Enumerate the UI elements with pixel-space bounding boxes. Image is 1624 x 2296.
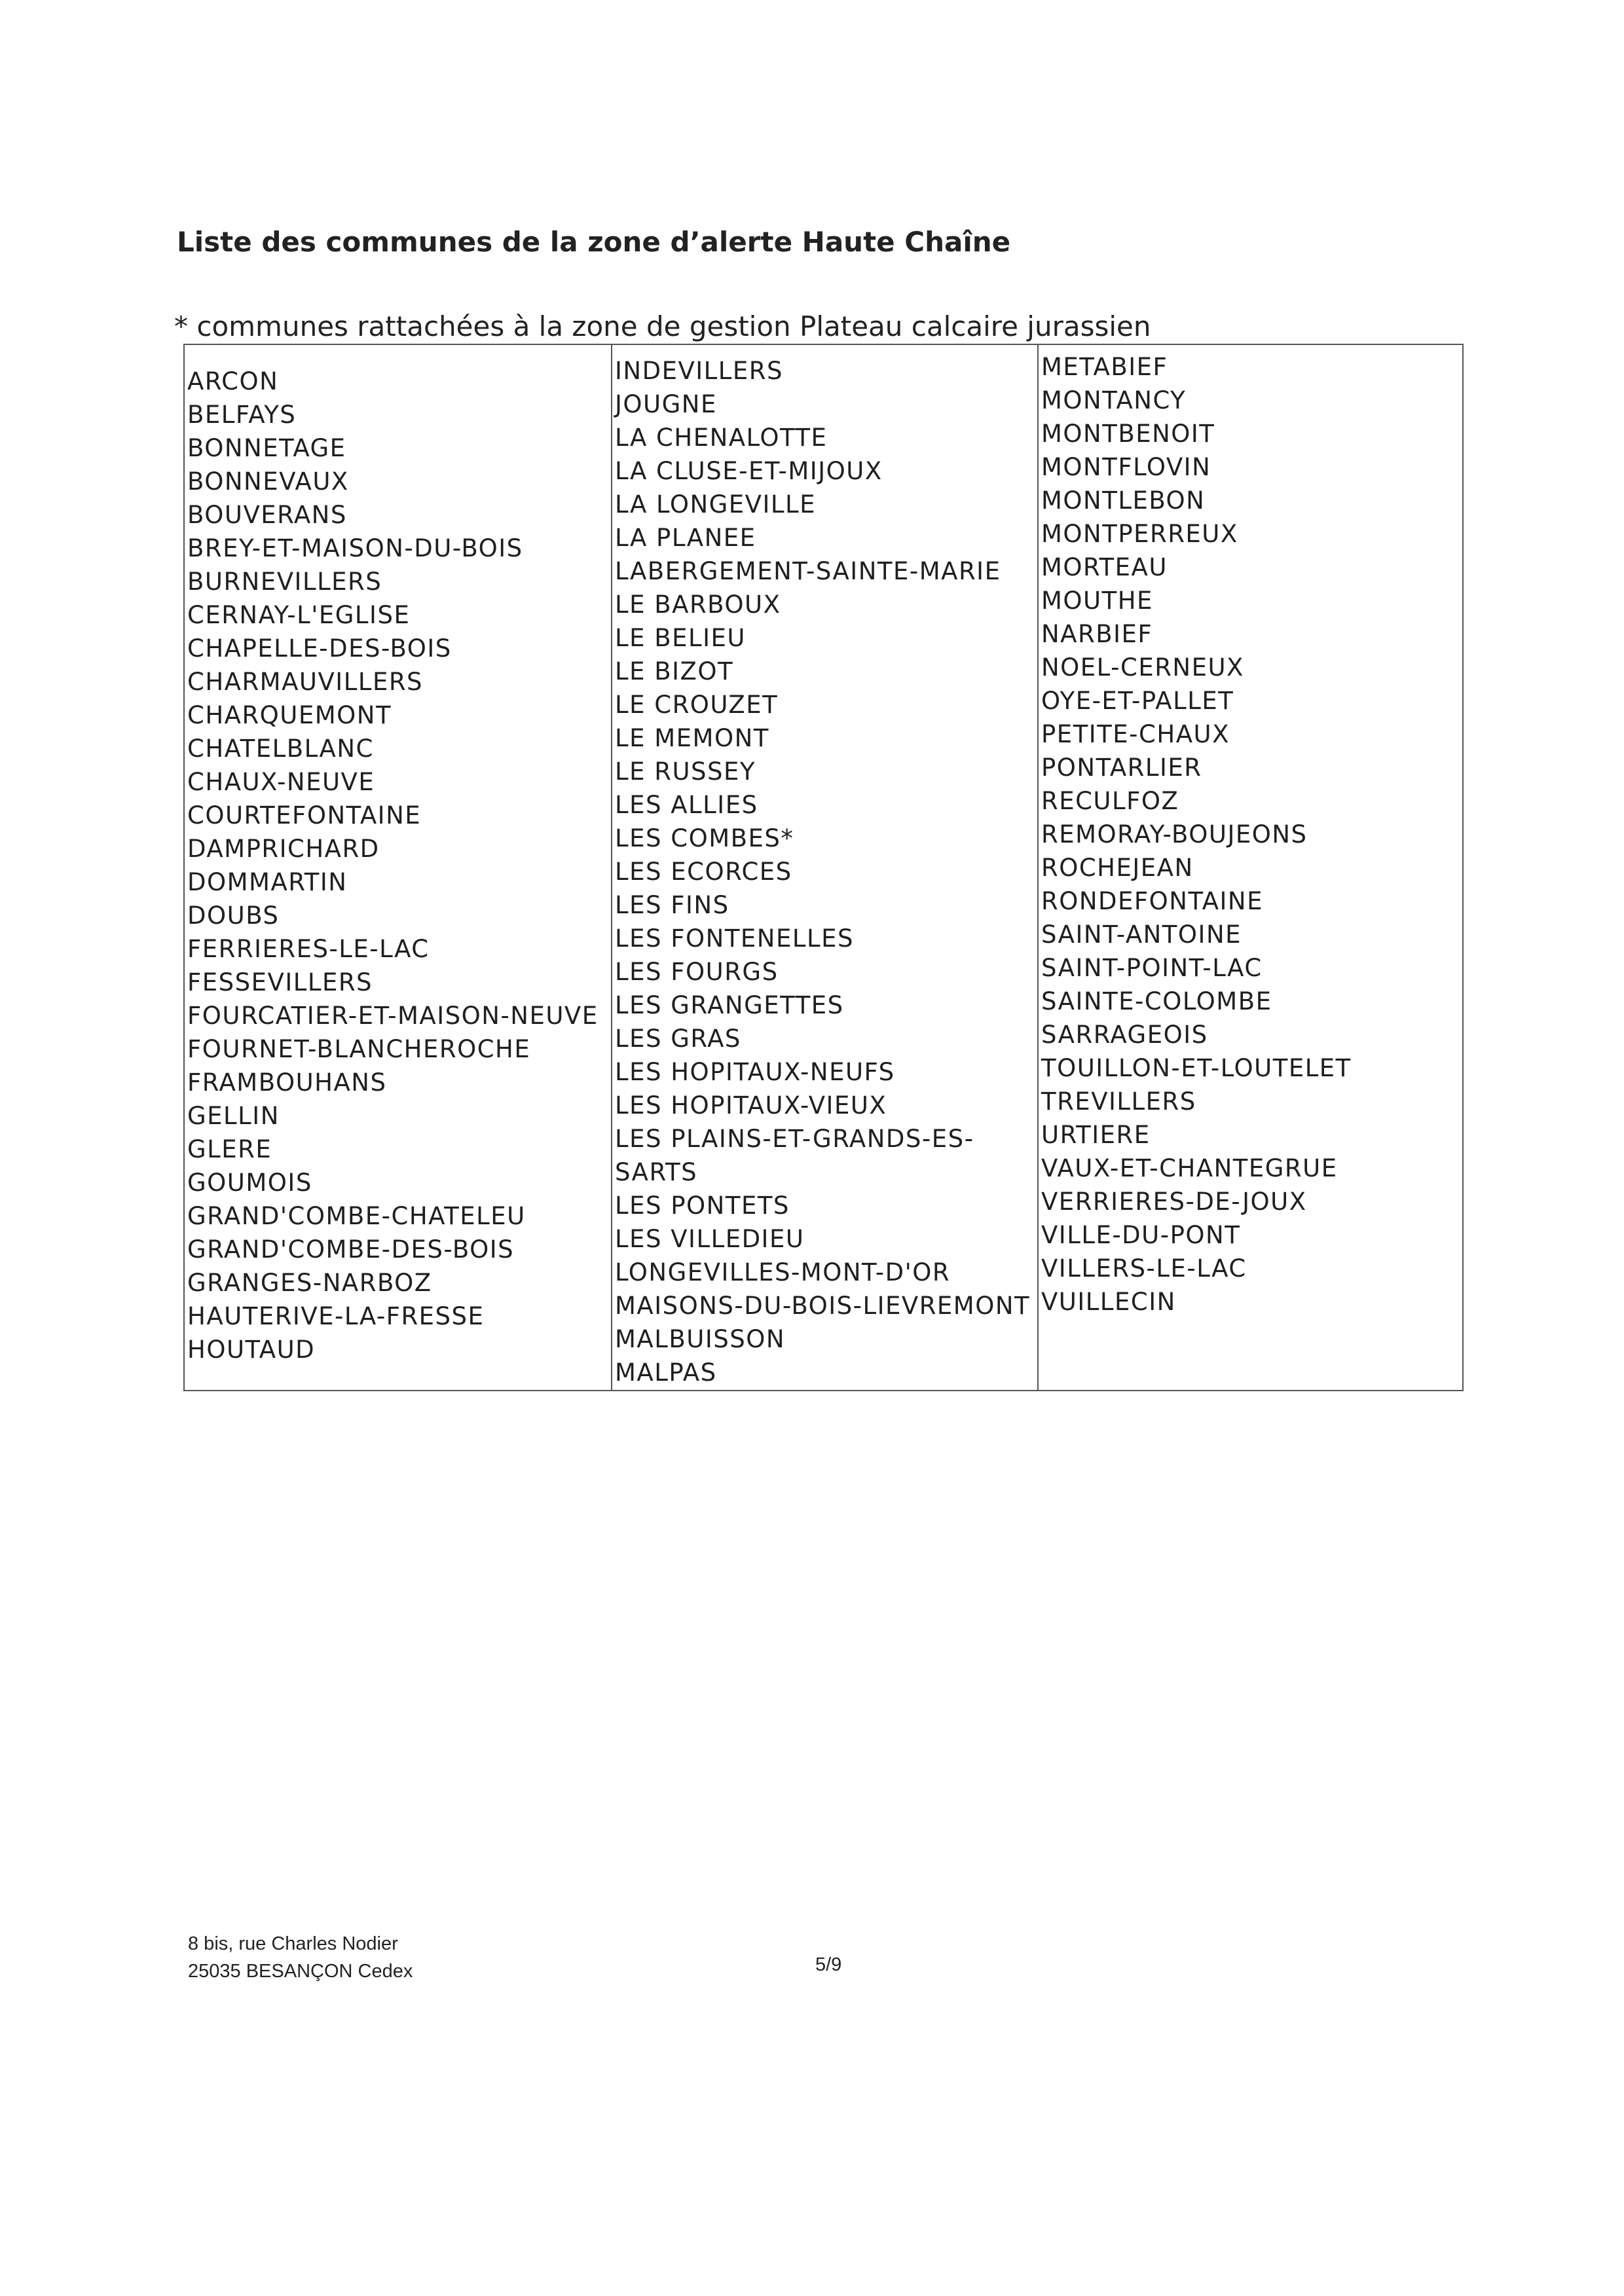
commune-name: SAINT-POINT-LAC — [1041, 954, 1263, 982]
commune-name: CHAPELLE-DES-BOIS — [187, 634, 452, 663]
commune-name: GRANGES-NARBOZ — [187, 1269, 432, 1297]
commune-name: MONTANCY — [1041, 386, 1187, 414]
commune-name: GOUMOIS — [187, 1169, 312, 1197]
commune-name: JOUGNE — [615, 390, 717, 418]
commune-name: BONNETAGE — [187, 434, 346, 462]
subtitle-note: * communes rattachées à la zone de gestion Plateau calcaire jurassien — [174, 310, 1151, 342]
commune-name: LA CLUSE-ET-MIJOUX — [615, 457, 883, 485]
commune-name: FOURCATIER-ET-MAISON-NEUVE — [187, 1002, 599, 1030]
commune-name: FESSEVILLERS — [187, 968, 373, 996]
commune-name: MONTLEBON — [1041, 486, 1206, 515]
page-number: 5/9 — [815, 1954, 842, 1975]
commune-name: LA PLANEE — [615, 524, 756, 552]
commune-name: PONTARLIER — [1041, 754, 1202, 782]
commune-name: GRAND'COMBE-DES-BOIS — [187, 1235, 515, 1264]
commune-name: LE RUSSEY — [615, 757, 756, 786]
commune-name: DAMPRICHARD — [187, 835, 380, 863]
commune-name: CHATELBLANC — [187, 735, 374, 763]
commune-name: MAISONS-DU-BOIS-LIEVREMONT — [615, 1292, 1031, 1320]
commune-name: LABERGEMENT-SAINTE-MARIE — [615, 557, 1001, 585]
commune-name: PETITE-CHAUX — [1041, 720, 1230, 748]
commune-name: CERNAY-L'EGLISE — [187, 601, 411, 629]
commune-name: NARBIEF — [1041, 620, 1153, 648]
commune-name: DOUBS — [187, 902, 280, 930]
commune-name: SAINTE-COLOMBE — [1041, 987, 1272, 1015]
commune-name: LES FONTENELLES — [615, 924, 854, 953]
commune-name: LA LONGEVILLE — [615, 490, 817, 519]
communes-column-3 — [1037, 345, 1462, 1390]
commune-name: LES FINS — [615, 891, 729, 919]
commune-name: BONNEVAUX — [187, 467, 349, 496]
commune-name: LE BELIEU — [615, 624, 746, 652]
commune-name: GELLIN — [187, 1102, 280, 1130]
commune-name: FERRIERES-LE-LAC — [187, 935, 430, 963]
communes-column-2 — [611, 345, 1037, 1390]
commune-name: BREY-ET-MAISON-DU-BOIS — [187, 534, 523, 562]
commune-name: COURTEFONTAINE — [187, 801, 422, 829]
commune-name: LES COMBES* — [615, 824, 794, 852]
commune-name: LE BIZOT — [615, 657, 734, 685]
commune-name: RECULFOZ — [1041, 787, 1179, 815]
commune-name: LONGEVILLES-MONT-D'OR — [615, 1258, 951, 1286]
commune-name: NOEL-CERNEUX — [1041, 653, 1244, 682]
communes-column-1 — [185, 345, 611, 1390]
commune-name: DOMMARTIN — [187, 868, 348, 896]
commune-name: LE BARBOUX — [615, 591, 781, 619]
commune-name: MOUTHE — [1041, 587, 1153, 615]
commune-name: MALPAS — [615, 1358, 717, 1387]
commune-name: VERRIERES-DE-JOUX — [1041, 1188, 1307, 1216]
commune-name: LA CHENALOTTE — [615, 424, 828, 452]
commune-name: LES HOPITAUX-VIEUX — [615, 1091, 887, 1120]
commune-name: LES FOURGS — [615, 958, 779, 986]
commune-name: GLERE — [187, 1135, 272, 1163]
commune-name: VUILLECIN — [1041, 1288, 1176, 1316]
commune-name: RONDEFONTAINE — [1041, 887, 1263, 915]
commune-name: BURNEVILLERS — [187, 568, 382, 596]
commune-name: LES ALLIES — [615, 791, 758, 819]
commune-name: LES PONTETS — [615, 1192, 790, 1220]
commune-name: MONTBENOIT — [1041, 420, 1215, 448]
commune-name: TOUILLON-ET-LOUTELET — [1041, 1054, 1352, 1082]
commune-name: MORTEAU — [1041, 553, 1168, 581]
commune-name: VILLERS-LE-LAC — [1041, 1254, 1247, 1283]
commune-name: SAINT-ANTOINE — [1041, 920, 1242, 949]
commune-name: CHARMAUVILLERS — [187, 668, 424, 696]
commune-name: SARTS — [615, 1158, 698, 1186]
commune-name: LES HOPITAUX-NEUFS — [615, 1058, 895, 1086]
commune-name: LES ECORCES — [615, 858, 792, 886]
commune-name: MONTPERREUX — [1041, 520, 1238, 548]
commune-name: OYE-ET-PALLET — [1041, 687, 1234, 715]
commune-name: BOUVERANS — [187, 501, 347, 529]
communes-table — [183, 344, 1464, 1391]
commune-name: FOURNET-BLANCHEROCHE — [187, 1035, 531, 1063]
commune-name: CHAUX-NEUVE — [187, 768, 375, 796]
commune-name: LES PLAINS-ET-GRANDS-ES- — [615, 1125, 974, 1153]
commune-name: VAUX-ET-CHANTEGRUE — [1041, 1154, 1338, 1182]
commune-name: HAUTERIVE-LA-FRESSE — [187, 1302, 485, 1330]
commune-name: LE MEMONT — [615, 724, 769, 752]
commune-name: SARRAGEOIS — [1041, 1021, 1208, 1049]
commune-name: HOUTAUD — [187, 1336, 316, 1364]
commune-name: CHARQUEMONT — [187, 701, 392, 729]
commune-name: INDEVILLERS — [615, 357, 783, 385]
commune-name: LES GRAS — [615, 1025, 741, 1053]
commune-name: LE CROUZET — [615, 691, 779, 719]
page-title: Liste des communes de la zone d’alerte Haute Chaîne — [177, 226, 1011, 258]
commune-name: FRAMBOUHANS — [187, 1068, 387, 1097]
commune-name: GRAND'COMBE-CHATELEU — [187, 1202, 526, 1230]
commune-name: MALBUISSON — [615, 1325, 785, 1353]
commune-name: LES GRANGETTES — [615, 991, 844, 1019]
commune-name: URTIERE — [1041, 1121, 1151, 1149]
footer-address — [188, 1930, 413, 1985]
commune-name: BELFAYS — [187, 401, 297, 429]
commune-name: REMORAY-BOUJEONS — [1041, 820, 1308, 848]
commune-name: TREVILLERS — [1041, 1087, 1196, 1116]
commune-name: ROCHEJEAN — [1041, 854, 1194, 882]
address-street: 8 bis, rue Charles Nodier — [188, 1933, 398, 1954]
address-city: 25035 BESANÇON Cedex — [188, 1961, 413, 1982]
commune-name: VILLE-DU-PONT — [1041, 1221, 1241, 1249]
commune-name: METABIEF — [1041, 353, 1168, 381]
commune-name: LES VILLEDIEU — [615, 1225, 805, 1253]
commune-name: MONTFLOVIN — [1041, 453, 1211, 481]
commune-name: ARCON — [187, 367, 279, 395]
